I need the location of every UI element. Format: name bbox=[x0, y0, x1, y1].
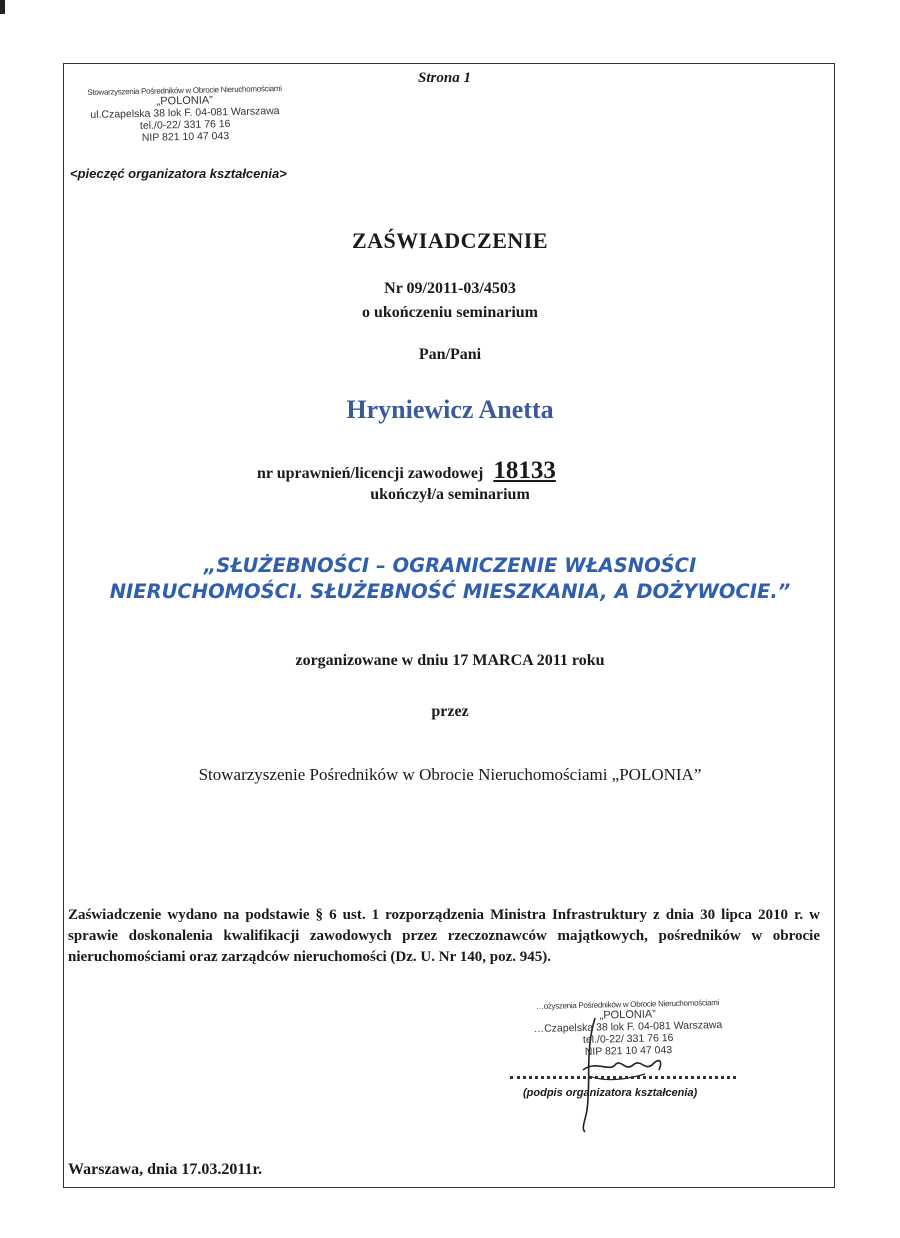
certificate-subtitle: o ukończeniu seminarium bbox=[361, 304, 538, 321]
stamp-line: tel./0-22/ 331 76 16 bbox=[582, 1032, 674, 1046]
stamp-line: NIP 821 10 47 043 bbox=[584, 1044, 673, 1058]
place-and-date: Warszawa, dnia 17.03.2011r. bbox=[68, 1161, 263, 1178]
legal-basis: Zaświadczenie wydano na podstawie § 6 ust. 1 rozporządzenia Ministra Infrastruktury z dnia 30 lipca 2010 r. w sprawie doskonalenia kwalifikacji zawodowych przez rzeczoznawców majątkowych, pośredników w obrocie nieruchomościami oraz zarządców nieruchomości (Dz. U. Nr 140, poz. 945). bbox=[68, 907, 820, 965]
stamp-line: „POLONIA” bbox=[156, 94, 213, 108]
signature-line bbox=[510, 1076, 736, 1079]
seminar-title-line: „SŁUŻEBNOŚCI – OGRANICZENIE WŁASNOŚCI bbox=[203, 554, 697, 577]
license-number: 18133 bbox=[493, 457, 556, 484]
stamp-line: NIP 821 10 47 043 bbox=[141, 130, 230, 144]
document-title: ZAŚWIADCZENIE bbox=[352, 228, 548, 253]
stamp-caption: <pieczęć organizatora kształcenia> bbox=[70, 166, 287, 181]
stamp-line: ul.Czapelska 38 lok F. 04-081 Warszawa bbox=[90, 105, 280, 121]
issuer-stamp bbox=[84, 84, 285, 145]
license-line bbox=[257, 457, 556, 485]
stamp-line: „POLONIA” bbox=[599, 1008, 656, 1022]
stamp-line: …Czapelska 38 lok F. 04-081 Warszawa bbox=[533, 1019, 723, 1035]
certificate-number: Nr 09/2011-03/4503 bbox=[384, 280, 516, 297]
stamp-line: …ożyszenia Pośredników w Obrocie Nieruchomościami bbox=[535, 998, 720, 1011]
page-number: Strona 1 bbox=[418, 70, 471, 86]
salutation: Pan/Pani bbox=[418, 346, 482, 363]
organizer-name: Stowarzyszenie Pośredników w Obrocie Nieruchomościami „POLONIA” bbox=[198, 765, 702, 784]
completed-text: ukończył/a seminarium bbox=[370, 486, 530, 503]
by-text: przez bbox=[431, 703, 469, 720]
organized-date: zorganizowane w dniu 17 MARCA 2011 roku bbox=[295, 652, 605, 669]
seminar-title bbox=[0, 553, 900, 605]
stamp-line: Stowarzyszenia Pośredników w Obrocie Nieruchomościami bbox=[87, 83, 282, 98]
recipient-name: Hryniewicz Anetta bbox=[346, 395, 554, 424]
stamp-line: tel./0-22/ 331 76 16 bbox=[139, 118, 231, 132]
license-label: nr uprawnień/licencji zawodowej bbox=[257, 465, 484, 482]
scan-edge-mark bbox=[0, 0, 5, 14]
signature-caption: (podpis organizatora kształcenia) bbox=[523, 1087, 698, 1099]
seminar-title-line: NIERUCHOMOŚCI. SŁUŻEBNOŚĆ MIESZKANIA, A DOŻYWOCIE.” bbox=[109, 580, 791, 603]
handwritten-signature bbox=[555, 1010, 685, 1135]
